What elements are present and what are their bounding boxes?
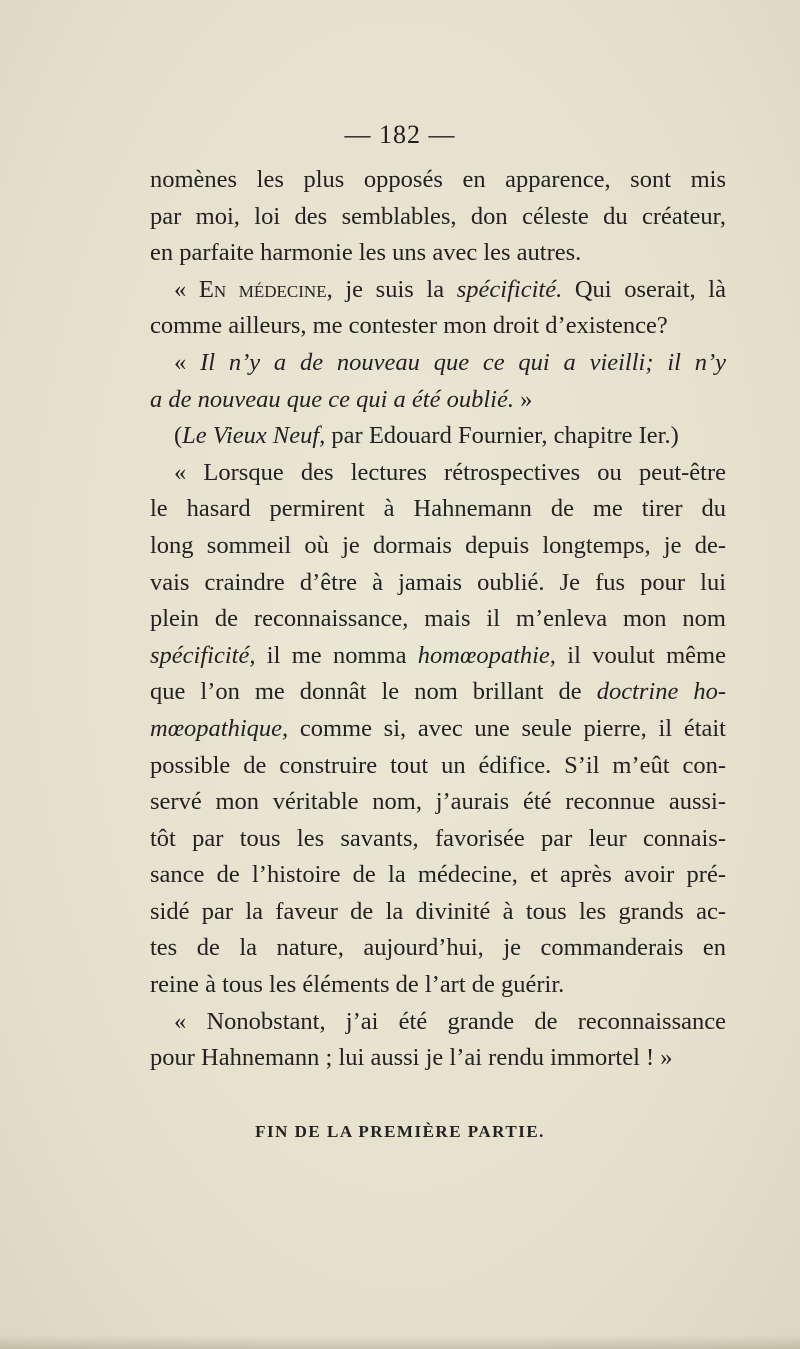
italic-term: homœopathie, <box>417 641 556 669</box>
citation-line <box>150 418 726 455</box>
text-line <box>150 674 726 711</box>
text-line: servé mon véritable nom, j’aurais été reconnue aussi- <box>150 788 726 816</box>
quote-mark: » <box>513 385 533 413</box>
text-line: tôt par tous les savants, favorisée par leur connais- <box>150 824 726 852</box>
text-run: Qui oserait, là <box>562 275 726 303</box>
text-line: « Lorsque des lectures rétrospectives ou peut-être <box>174 458 726 486</box>
page-number: — 182 — <box>344 120 456 149</box>
text-line <box>150 382 726 419</box>
text-run: ( <box>174 422 183 450</box>
italic-term: mœopathique, <box>150 714 289 742</box>
text-line: possible de construire tout un édifice. S’il m’eût con- <box>150 751 726 779</box>
italic-term: spécificité. <box>456 275 563 303</box>
italic-title: Le Vieux Neuf, <box>182 422 326 450</box>
text-line: « Nonobstant, j’ai été grande de reconnaissance <box>174 1007 726 1035</box>
italic-term: spécificité, <box>150 641 256 669</box>
text-line: par moi, loi des semblables, don céleste du créateur, <box>150 202 726 230</box>
text-run: par Edouard Fournier, chapitre Ier.) <box>325 422 679 450</box>
text-line <box>150 638 726 675</box>
text-line <box>150 272 726 309</box>
italic-term: doctrine ho- <box>596 678 726 706</box>
text-line: le hasard permirent à Hahnemann de me tirer du <box>150 495 726 523</box>
text-line: sidé par la faveur de la divinité à tous les grands ac- <box>150 897 726 925</box>
text-line: nomènes les plus opposés en apparence, sont mis <box>150 166 726 193</box>
text-run: je suis la <box>332 275 457 303</box>
italic-quotation: Il n’y a de nouveau que ce qui a vieilli; il n’y <box>200 348 726 376</box>
italic-quotation: a de nouveau que ce qui a été oublié. <box>150 385 514 413</box>
text-line: reine à tous les éléments de l’art de guérir. <box>150 971 565 999</box>
text-line: en parfaite harmonie les uns avec les autres. <box>150 239 582 267</box>
text-line: pour Hahnemann ; lui aussi je l’ai rendu immortel ! » <box>150 1044 673 1072</box>
small-caps-heading: En médecine, <box>198 275 333 303</box>
quote-mark: « <box>174 275 199 303</box>
text-line: plein de reconnaissance, mais il m’enleva mon nom <box>150 605 726 633</box>
text-run: comme si, avec une seule pierre, il était <box>288 714 726 742</box>
body-text <box>150 162 726 1077</box>
text-run: il me nomma <box>255 641 418 669</box>
quote-mark: « <box>174 348 201 376</box>
text-line: vais craindre d’être à jamais oublié. Je fus pour lui <box>150 568 726 596</box>
text-line <box>150 345 726 382</box>
text-line: comme ailleurs, me contester mon droit d’existence? <box>150 312 668 340</box>
text-run: il voulut même <box>555 641 726 669</box>
part-end-colophon: FIN DE LA PREMIÈRE PARTIE. <box>255 1122 545 1141</box>
page-bottom-edge <box>0 1335 800 1349</box>
text-line: sance de l’histoire de la médecine, et après avoir pré- <box>150 861 726 889</box>
text-run: que l’on me donnât le nom brillant de <box>150 678 597 706</box>
text-line <box>150 711 726 748</box>
text-line: tes de la nature, aujourd’hui, je commanderais en <box>150 934 726 962</box>
text-line: long sommeil où je dormais depuis longtemps, je de- <box>150 531 726 559</box>
